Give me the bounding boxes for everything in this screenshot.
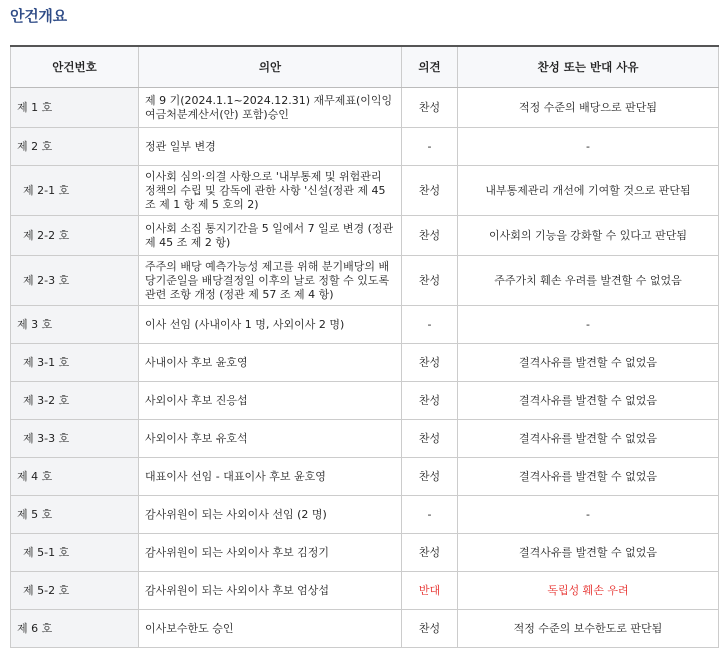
opinion-cell: 찬성 (402, 458, 458, 496)
reason-cell: 결격사유를 발견할 수 없었음 (458, 420, 719, 458)
reason-cell: 내부통제관리 개선에 기여할 것으로 판단됨 (458, 166, 719, 216)
table-row (11, 128, 719, 166)
opinion-cell: 찬성 (402, 420, 458, 458)
agenda-number: 제 3-2 호 (11, 382, 139, 420)
reason-cell: 적정 수준의 배당으로 판단됨 (458, 88, 719, 128)
table-row (11, 572, 719, 610)
agenda-number: 제 2-2 호 (11, 216, 139, 256)
opinion-cell: - (402, 496, 458, 534)
opinion-cell: 찬성 (402, 88, 458, 128)
agenda-text: 사내이사 후보 윤호영 (139, 344, 402, 382)
agenda-text: 이사회 심의·의결 사항으로 '내부통제 및 위험관리 정책의 수립 및 감독에 관한 사항 '신설(정관 제 45 조 제 1 항 제 5 호의 2) (139, 166, 402, 216)
reason-cell: 이사회의 기능을 강화할 수 있다고 판단됨 (458, 216, 719, 256)
agenda-text: 이사 선임 (사내이사 1 명, 사외이사 2 명) (139, 306, 402, 344)
opinion-cell: 찬성 (402, 256, 458, 306)
agenda-text: 대표이사 선임 - 대표이사 후보 윤호영 (139, 458, 402, 496)
table-row (11, 306, 719, 344)
table-row (11, 534, 719, 572)
agenda-text: 감사위원이 되는 사외이사 선임 (2 명) (139, 496, 402, 534)
table-row (11, 420, 719, 458)
agenda-text: 제 9 기(2024.1.1~2024.12.31) 재무제표(이익잉여금처분계산서(안) 포함)승인 (139, 88, 402, 128)
page-title: 안건개요 (10, 7, 67, 25)
reason-cell: 주주가치 훼손 우려를 발견할 수 없었음 (458, 256, 719, 306)
table-row (11, 166, 719, 216)
reason-cell: 결격사유를 발견할 수 없었음 (458, 534, 719, 572)
agenda-number: 제 5 호 (11, 496, 139, 534)
agenda-text: 정관 일부 변경 (139, 128, 402, 166)
table-row (11, 88, 719, 128)
opinion-cell: - (402, 128, 458, 166)
agenda-number: 제 2-3 호 (11, 256, 139, 306)
agenda-text: 감사위원이 되는 사외이사 후보 엄상섭 (139, 572, 402, 610)
agenda-number: 제 5-1 호 (11, 534, 139, 572)
agenda-number: 제 6 호 (11, 610, 139, 648)
opinion-cell: 찬성 (402, 382, 458, 420)
table-row (11, 458, 719, 496)
table-row (11, 610, 719, 648)
table-header-row (11, 46, 719, 88)
reason-cell-oppose: 독립성 훼손 우려 (458, 572, 719, 610)
table-row (11, 382, 719, 420)
header-agenda: 의안 (139, 46, 402, 88)
agenda-number: 제 3-3 호 (11, 420, 139, 458)
reason-cell: 결격사유를 발견할 수 없었음 (458, 344, 719, 382)
reason-cell: - (458, 128, 719, 166)
opinion-cell: - (402, 306, 458, 344)
agenda-text: 이사보수한도 승인 (139, 610, 402, 648)
opinion-cell: 찬성 (402, 610, 458, 648)
agenda-text: 이사회 소집 통지기간을 5 일에서 7 일로 변경 (정관 제 45 조 제 2 항) (139, 216, 402, 256)
header-agenda-number: 안건번호 (11, 46, 139, 88)
opinion-cell: 찬성 (402, 534, 458, 572)
agenda-number: 제 3 호 (11, 306, 139, 344)
agenda-number: 제 2 호 (11, 128, 139, 166)
header-opinion: 의견 (402, 46, 458, 88)
reason-cell: 결격사유를 발견할 수 없었음 (458, 382, 719, 420)
agenda-table (10, 45, 719, 648)
agenda-text: 사외이사 후보 진응섭 (139, 382, 402, 420)
table-row (11, 256, 719, 306)
reason-cell: - (458, 306, 719, 344)
table-row (11, 344, 719, 382)
agenda-number: 제 2-1 호 (11, 166, 139, 216)
header-reason: 찬성 또는 반대 사유 (458, 46, 719, 88)
opinion-cell: 찬성 (402, 216, 458, 256)
agenda-number: 제 4 호 (11, 458, 139, 496)
opinion-cell-oppose: 반대 (402, 572, 458, 610)
opinion-cell: 찬성 (402, 166, 458, 216)
agenda-text: 사외이사 후보 유호석 (139, 420, 402, 458)
agenda-text: 감사위원이 되는 사외이사 후보 김정기 (139, 534, 402, 572)
table-row (11, 216, 719, 256)
agenda-number: 제 5-2 호 (11, 572, 139, 610)
reason-cell: 적정 수준의 보수한도로 판단됨 (458, 610, 719, 648)
opinion-cell: 찬성 (402, 344, 458, 382)
table-row (11, 496, 719, 534)
agenda-number: 제 1 호 (11, 88, 139, 128)
reason-cell: - (458, 496, 719, 534)
reason-cell: 결격사유를 발견할 수 없었음 (458, 458, 719, 496)
agenda-number: 제 3-1 호 (11, 344, 139, 382)
agenda-text: 주주의 배당 예측가능성 제고를 위해 분기배당의 배당기준일을 배당결정일 이후의 날로 정할 수 있도록 관련 조항 개정 (정관 제 57 조 제 4 항) (139, 256, 402, 306)
